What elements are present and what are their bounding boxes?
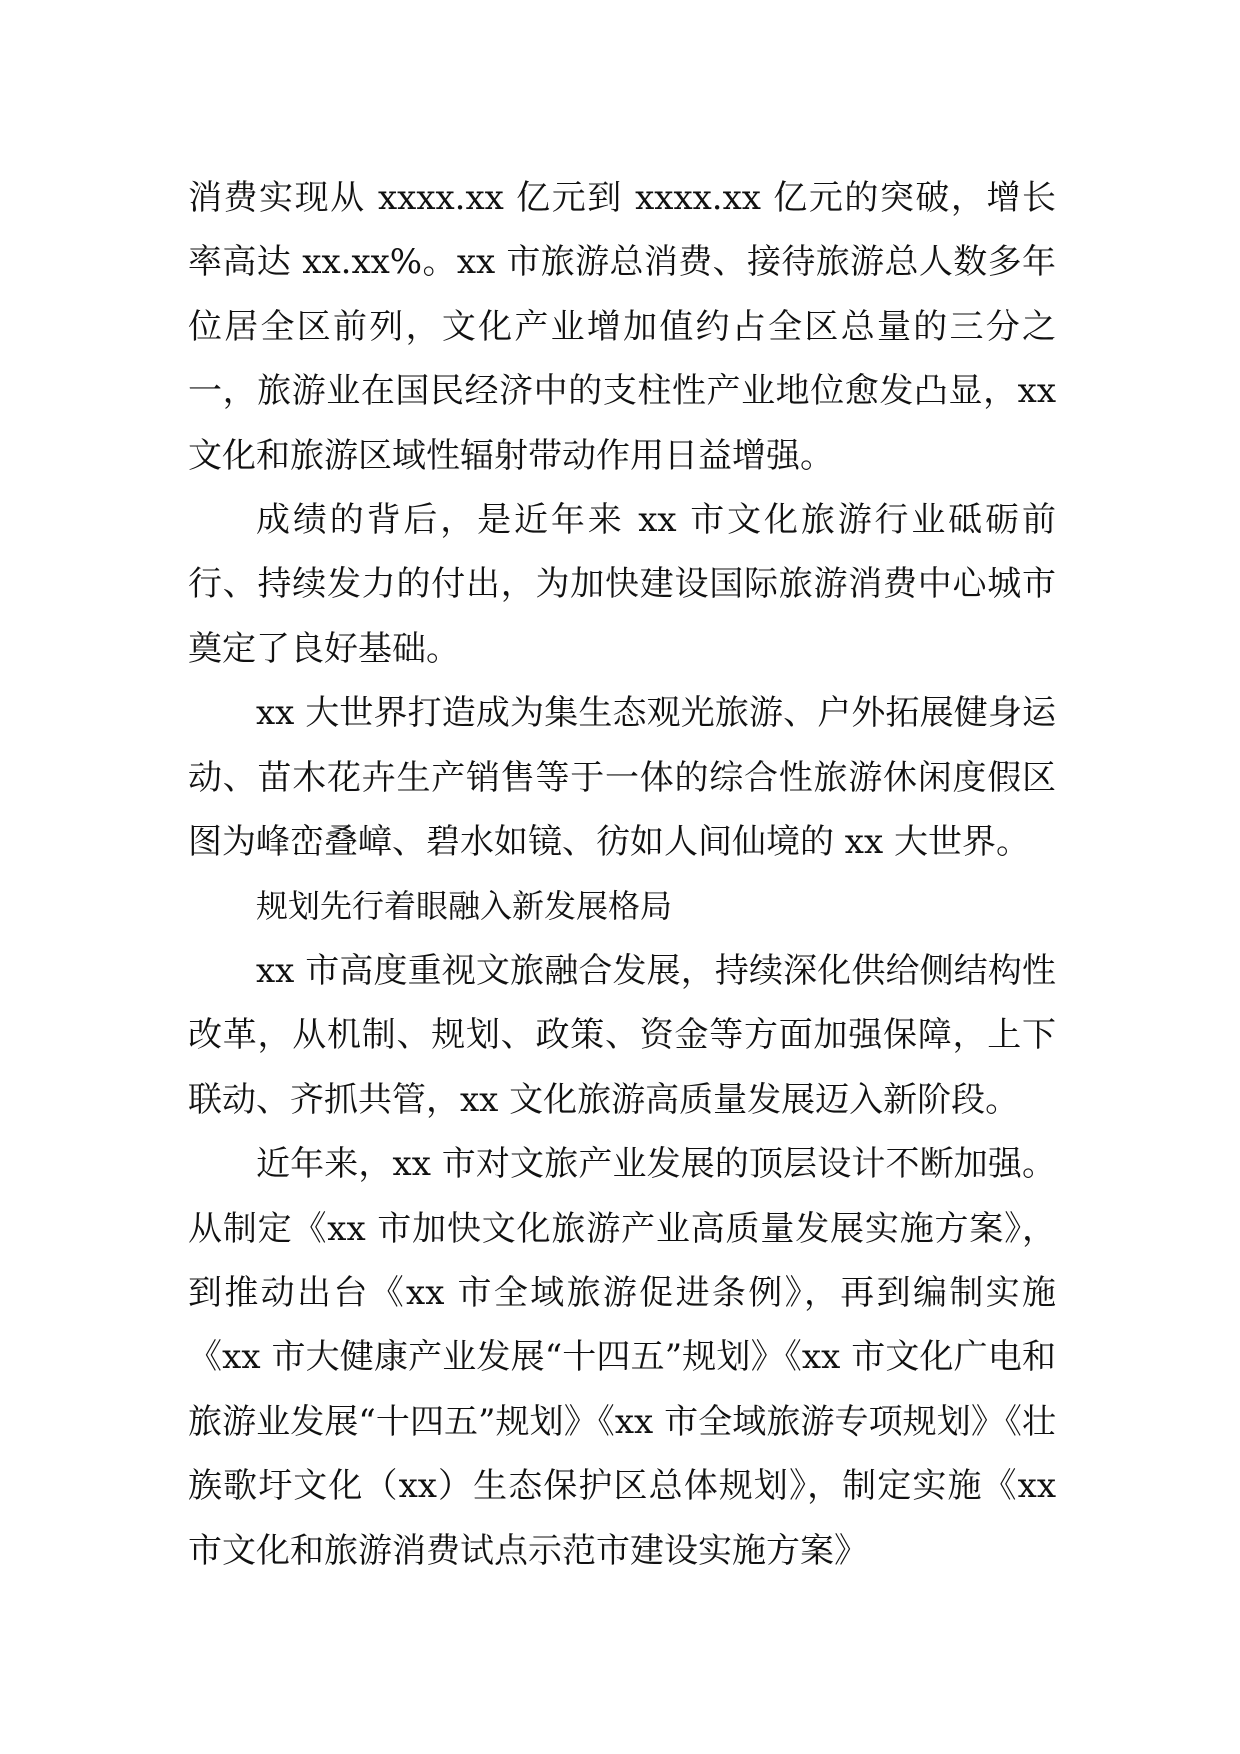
paragraph-continuation: 消费实现从 xxxx.xx 亿元到 xxxx.xx 亿元的突破，增长率高达 xx.xx%。xx 市旅游总消费、接待旅游总人数多年位居全区前列，文化产业增加值约占全区总量的三分之一，旅游业在国民经济中的支柱性产业地位愈发凸显，xx 文化和旅游区域性辐射带动作用日益增强。: [188, 178, 1056, 476]
paragraph-integration-development: xx 市高度重视文旅融合发展，持续深化供给侧结构性改革，从机制、规划、政策、资金等方面加强保障，上下联动、齐抓共管，xx 文化旅游高质量发展迈入新阶段。: [188, 950, 1056, 1120]
section-heading: 规划先行着眼融入新发展格局: [256, 887, 673, 926]
document-body: [188, 166, 1056, 1583]
paragraph-top-level-design: 近年来，xx 市对文旅产业发展的顶层设计不断加强。从制定《xx 市加快文化旅游产业高质量发展实施方案》，到推动出台《xx 市全域旅游促进条例》，再到编制实施《xx 市大健康产业发展“十四五”规划》《xx 市文化广电和旅游业发展“十四五”规划》《xx 市全域旅游专项规划》《壮族歌圩文化（xx）生态保护区总体规划》，制定实施《xx 市文化和旅游消费试点示范市建设实施方案》: [188, 1144, 1056, 1571]
paragraph-resort-description: xx 大世界打造成为集生态观光旅游、户外拓展健身运动、苗木花卉生产销售等于一体的综合性旅游休闲度假区图为峰峦叠嶂、碧水如镜、彷如人间仙境的 xx 大世界。: [188, 693, 1056, 863]
paragraph-achievements-background: 成绩的背后，是近年来 xx 市文化旅游行业砥砺前行、持续发力的付出，为加快建设国际旅游消费中心城市奠定了良好基础。: [188, 500, 1056, 669]
